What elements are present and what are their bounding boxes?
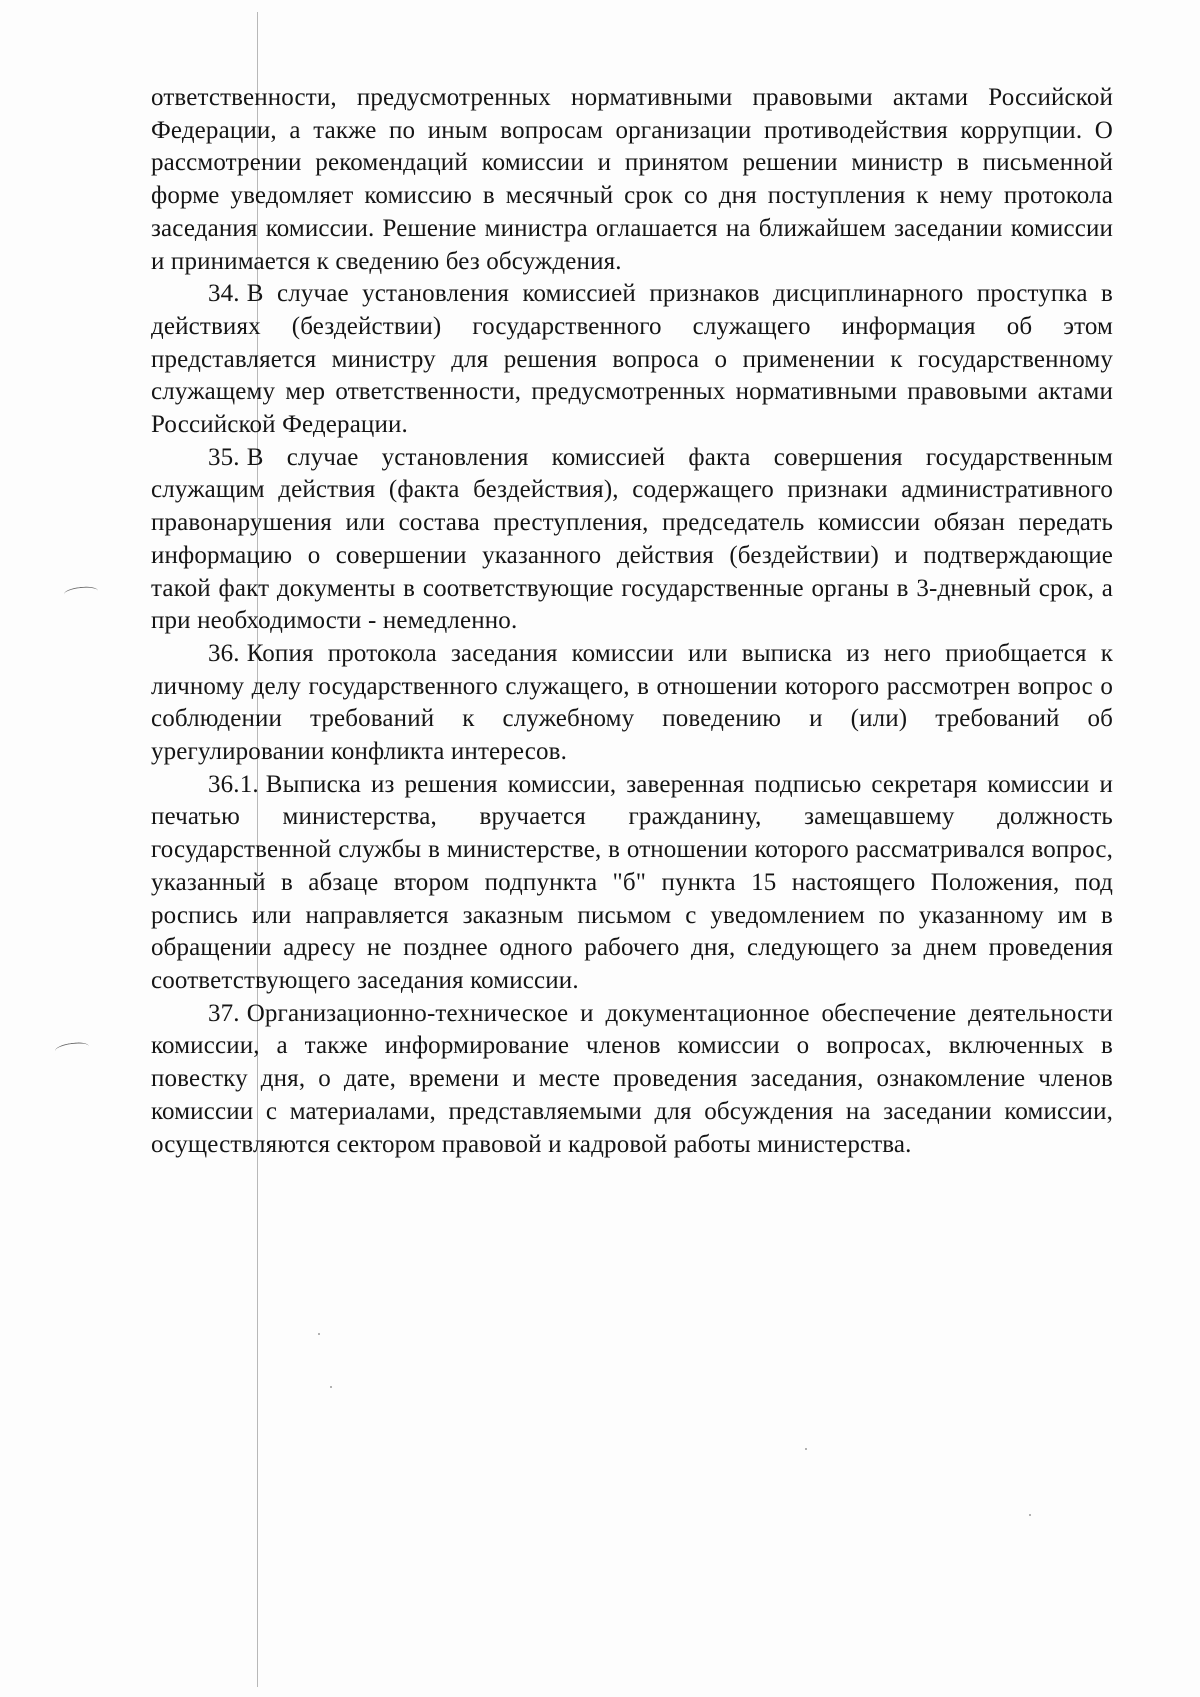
paragraph-number: 36.1. <box>208 770 259 798</box>
paragraph-number: 36. <box>208 639 240 667</box>
scan-speck <box>805 1448 807 1450</box>
paragraph-37 <box>151 998 1113 1162</box>
paragraph-text: В случае установления комиссией факта совершения государственным служащим действия (факта бездействия), содержащего признаки административного правонарушения или состава преступления, председатель комиссии обязан передать информацию о совершении указанного действия (бездействии) и подтверждающие такой факт документы в соответствующие государственные органы в 3-дневный срок, а при необходимости - немедленно. <box>151 443 1113 635</box>
paragraph-number: 37. <box>208 999 240 1027</box>
paragraph-35 <box>151 442 1113 638</box>
margin-punch-mark <box>64 585 99 599</box>
paragraph-continuation <box>151 82 1113 278</box>
margin-punch-mark <box>54 1041 89 1057</box>
scan-speck <box>1029 1514 1031 1516</box>
paragraph-text: Выписка из решения комиссии, заверенная подписью секретаря комиссии и печатью министерства, вручается гражданину, замещавшему должность государственной службы в министерстве, в отношении которого рассматривался вопрос, указанный в абзаце втором подпункта "б" пункта 15 настоящего Положения, под роспись или направляется заказным письмом с уведомлением по указанному им в обращении адресу не позднее одного рабочего дня, следующего за днем проведения соответствующего заседания комиссии. <box>151 770 1113 994</box>
paragraph-number: 34. <box>208 280 240 308</box>
paragraph-36 <box>151 638 1113 769</box>
scan-speck <box>318 1333 320 1335</box>
document-body <box>151 82 1113 1161</box>
paragraph-34 <box>151 278 1113 442</box>
paragraph-text: Копия протокола заседания комиссии или выписка из него приобщается к личному делу государственного служащего, в отношении которого рассмотрен вопрос о соблюдении требований к служебному поведению и (или) требований об урегулировании конфликта интересов. <box>151 639 1113 766</box>
paragraph-36-1 <box>151 769 1113 998</box>
scan-speck <box>330 1386 332 1388</box>
paragraph-text: В случае установления комиссией признаков дисциплинарного проступка в действиях (бездействии) государственного служащего информация об этом представляется министру для решения вопроса о применении к государственному служащему мер ответственности, предусмотренных нормативными правовыми актами Российской Федерации. <box>151 280 1113 439</box>
paragraph-text: ответственности, предусмотренных нормативными правовыми актами Российской Федерации, а также по иным вопросам организации противодействия коррупции. О рассмотрении рекомендаций комиссии и принятом решении министр в письменной форме уведомляет комиссию в месячный срок со дня поступления к нему протокола заседания комиссии. Решение министра оглашается на ближайшем заседании комиссии и принимается к сведению без обсуждения. <box>151 84 1113 275</box>
paragraph-number: 35. <box>208 443 240 471</box>
paragraph-text: Организационно-техническое и документационное обеспечение деятельности комиссии, а также информирование членов комиссии о вопросах, включенных в повестку дня, о дате, времени и месте проведения заседания, ознакомление членов комиссии с материалами, представляемыми для обсуждения на заседании комиссии, осуществляются сектором правовой и кадровой работы министерства. <box>151 999 1113 1158</box>
